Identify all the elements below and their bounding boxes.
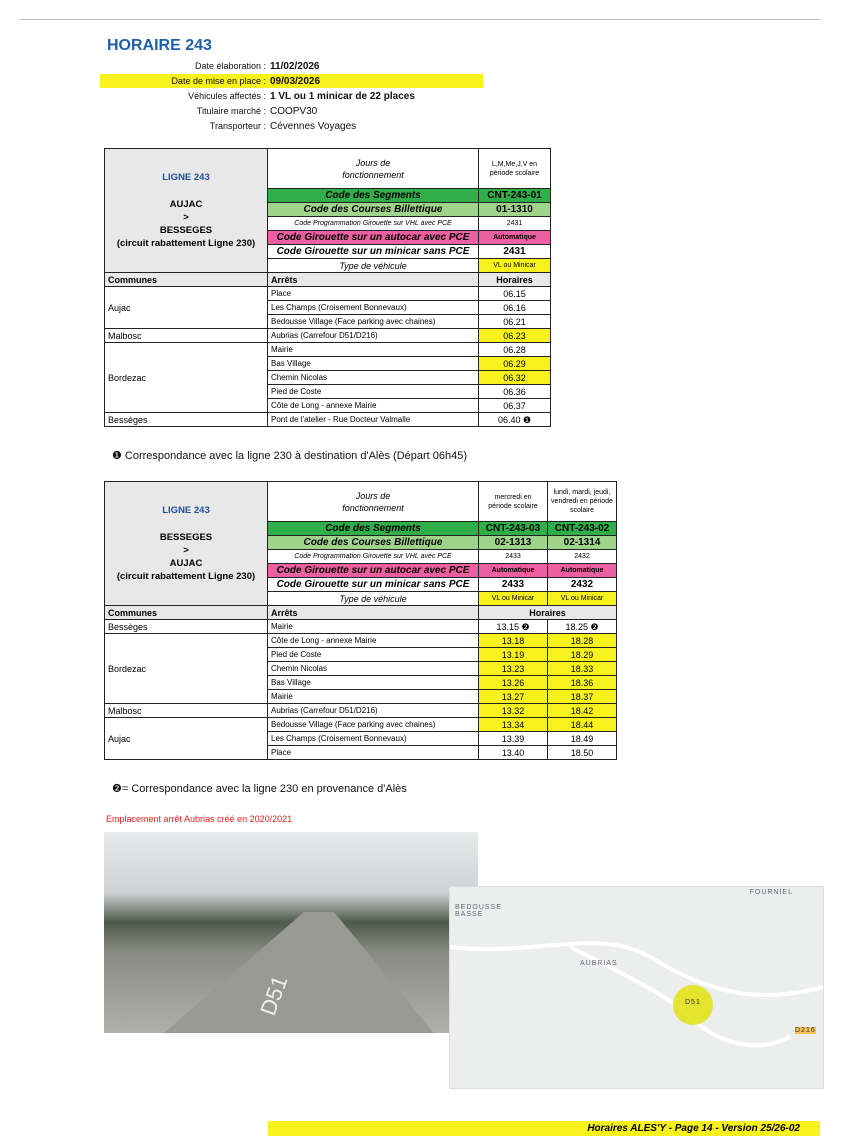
- table-cell: 02-1313: [479, 536, 548, 550]
- map-label: BEDOUSSE BASSE: [455, 904, 502, 918]
- meta-value: Cévennes Voyages: [270, 121, 357, 132]
- table-cell: 18.33: [548, 662, 617, 676]
- table-cell: Communes: [105, 273, 268, 287]
- footer-text: Horaires ALES'Y - Page 14 - Version 25/26-02: [587, 1123, 800, 1134]
- table-cell: Bas Village: [268, 676, 479, 690]
- table-cell: 06.15: [479, 287, 551, 301]
- table-row: [105, 634, 617, 648]
- meta-label: Titulaire marché :: [196, 106, 266, 116]
- table-cell: VL ou Minicar: [479, 592, 548, 606]
- table-cell: 18.36: [548, 676, 617, 690]
- table-cell: 13.32: [479, 704, 548, 718]
- table-cell: 13.18: [479, 634, 548, 648]
- stop-location-note: Emplacement arrêt Aubrias créé en 2020/2021: [106, 814, 293, 824]
- table-cell: Type de véhicule: [268, 259, 479, 273]
- table-cell: 01-1310: [479, 203, 551, 217]
- table-cell: Côte de Long - annexe Mairie: [268, 399, 479, 413]
- table-cell: Malbosc: [105, 704, 268, 718]
- table-cell: CNT-243-03: [479, 522, 548, 536]
- table-cell: Bedousse Village (Face parking avec chaines): [268, 718, 479, 732]
- table-cell: 13.15 ❷: [479, 620, 548, 634]
- table-cell: 2432: [548, 578, 617, 592]
- table-cell: 06.21: [479, 315, 551, 329]
- table-cell: Mairie: [268, 343, 479, 357]
- meta-row: [100, 74, 483, 88]
- route-circuit: (circuit rabattement Ligne 230): [116, 238, 256, 249]
- table-cell: CNT-243-02: [548, 522, 617, 536]
- table-cell: Horaires: [479, 273, 551, 287]
- table-cell: 2431: [479, 217, 551, 231]
- meta-row: [100, 104, 500, 118]
- table-cell: 06.40 ❶: [479, 413, 551, 427]
- table-cell: Aubrias (Carrefour D51/D216): [268, 329, 479, 343]
- meta-label: Date élaboration :: [194, 61, 266, 71]
- table-cell: 18.50: [548, 746, 617, 760]
- table-cell: 13.26: [479, 676, 548, 690]
- table-cell: Côte de Long - annexe Mairie: [268, 634, 479, 648]
- map-label: D51: [685, 999, 701, 1006]
- route-circuit: (circuit rabattement Ligne 230): [116, 571, 256, 582]
- table-cell: Pied de Coste: [268, 385, 479, 399]
- table-row: [105, 413, 551, 427]
- line-info: [105, 482, 268, 606]
- location-map: [449, 886, 824, 1089]
- line-name: LIGNE 243: [162, 505, 210, 516]
- table-cell: Code des Segments: [268, 522, 479, 536]
- table-cell: Bedousse Village (Face parking avec chaines): [268, 315, 479, 329]
- table-cell: 02-1314: [548, 536, 617, 550]
- table-cell: 13.19: [479, 648, 548, 662]
- table-cell: Chemin Nicolas: [268, 371, 479, 385]
- street-photo: [104, 832, 478, 1033]
- table-cell: Code Girouette sur un minicar sans PCE: [268, 578, 479, 592]
- table-cell: Code des Courses Billettique: [268, 203, 479, 217]
- route-destination: AUJAC: [169, 558, 203, 569]
- table-cell: Jours de fonctionnement: [268, 482, 479, 522]
- table-cell: Code Girouette sur un minicar sans PCE: [268, 245, 479, 259]
- table-cell: 13.40: [479, 746, 548, 760]
- table-cell: Horaires: [479, 606, 617, 620]
- table-row: [105, 718, 617, 732]
- table-cell: Place: [268, 287, 479, 301]
- table-cell: 13.27: [479, 690, 548, 704]
- table-cell: 18.44: [548, 718, 617, 732]
- table-cell: VL ou Minicar: [548, 592, 617, 606]
- table-cell: 2431: [479, 245, 551, 259]
- table-cell: 18.29: [548, 648, 617, 662]
- table-cell: VL ou Minicar: [479, 259, 551, 273]
- meta-value: 1 VL ou 1 minicar de 22 places: [270, 91, 415, 102]
- table-row: [105, 329, 551, 343]
- table-cell: Aujac: [105, 287, 268, 329]
- table-cell: Mairie: [268, 620, 479, 634]
- table-cell: Arrêts: [268, 273, 479, 287]
- meta-label: Date de mise en place :: [171, 76, 266, 86]
- table-cell: Bas Village: [268, 357, 479, 371]
- table-cell: Automatique: [479, 564, 548, 578]
- footnote-2: ❷= Correspondance avec la ligne 230 en provenance d'Alès: [112, 783, 407, 795]
- page-footer: [268, 1121, 820, 1136]
- table-cell: mercredi en période scolaire: [479, 482, 548, 522]
- route-arrow: >: [183, 545, 189, 556]
- table-cell: Code Girouette sur un autocar avec PCE: [268, 564, 479, 578]
- table-row: [105, 620, 617, 634]
- meta-value: COOPV30: [270, 106, 318, 117]
- line-info: [105, 149, 268, 273]
- table-cell: Chemin Nicolas: [268, 662, 479, 676]
- table-cell: Code Programmation Girouette sur VHL avec PCE: [268, 217, 479, 231]
- schedule-table-aujac-besseges: [104, 148, 551, 427]
- route-destination: BESSEGES: [159, 225, 213, 236]
- table-cell: 06.36: [479, 385, 551, 399]
- table-cell: 13.39: [479, 732, 548, 746]
- map-label: D216: [795, 1027, 816, 1034]
- table-cell: Bordezac: [105, 343, 268, 413]
- table-cell: 18.42: [548, 704, 617, 718]
- table-cell: 06.32: [479, 371, 551, 385]
- table-cell: Pont de l'atelier - Rue Docteur Valmalle: [268, 413, 479, 427]
- table-cell: 06.28: [479, 343, 551, 357]
- table-cell: 06.37: [479, 399, 551, 413]
- table-cell: 2433: [479, 550, 548, 564]
- table-row: [105, 287, 551, 301]
- table-cell: 18.25 ❷: [548, 620, 617, 634]
- table-cell: Code Programmation Girouette sur VHL avec PCE: [268, 550, 479, 564]
- table-cell: 06.16: [479, 301, 551, 315]
- footnote-1: ❶ Correspondance avec la ligne 230 à destination d'Alès (Départ 06h45): [112, 450, 468, 462]
- map-label: AUBRIAS: [580, 960, 618, 967]
- table-cell: Mairie: [268, 690, 479, 704]
- table-cell: Automatique: [479, 231, 551, 245]
- table-cell: Aujac: [105, 718, 268, 760]
- table-cell: Pied de Coste: [268, 648, 479, 662]
- table-cell: L,M,Me,J,V en période scolaire: [479, 149, 551, 189]
- line-name: LIGNE 243: [162, 172, 210, 183]
- table-cell: 13.34: [479, 718, 548, 732]
- table-cell: Automatique: [548, 564, 617, 578]
- divider: [20, 19, 820, 20]
- table-cell: Bessèges: [105, 413, 268, 427]
- table-cell: 13.23: [479, 662, 548, 676]
- table-cell: Malbosc: [105, 329, 268, 343]
- table-cell: Les Champs (Croisement Bonnevaux): [268, 732, 479, 746]
- table-cell: Place: [268, 746, 479, 760]
- route-origin: BESSEGES: [159, 532, 213, 543]
- table-cell: 06.29: [479, 357, 551, 371]
- meta-row: [100, 59, 500, 73]
- meta-value: 11/02/2026: [270, 61, 320, 72]
- route-origin: AUJAC: [169, 199, 203, 210]
- table-cell: Bessèges: [105, 620, 268, 634]
- table-cell: Arrêts: [268, 606, 479, 620]
- table-cell: 18.49: [548, 732, 617, 746]
- table-cell: Type de véhicule: [268, 592, 479, 606]
- table-cell: Bordezac: [105, 634, 268, 704]
- table-row: [105, 343, 551, 357]
- table-cell: 18.37: [548, 690, 617, 704]
- road-marking: D51: [255, 972, 293, 1019]
- meta-row: [100, 89, 500, 103]
- table-cell: Code Girouette sur un autocar avec PCE: [268, 231, 479, 245]
- table-cell: 18.28: [548, 634, 617, 648]
- table-cell: CNT-243-01: [479, 189, 551, 203]
- table-cell: Communes: [105, 606, 268, 620]
- meta-value: 09/03/2026: [270, 76, 321, 87]
- route-arrow: >: [183, 212, 189, 223]
- meta-label: Transporteur :: [209, 121, 266, 131]
- table-cell: lundi, mardi, jeudi, vendredi en période scolaire: [548, 482, 617, 522]
- map-label: FOURNIEL: [749, 889, 793, 896]
- table-cell: 2433: [479, 578, 548, 592]
- table-cell: Code des Segments: [268, 189, 479, 203]
- page-title: HORAIRE 243: [107, 37, 212, 54]
- table-cell: 06.23: [479, 329, 551, 343]
- table-cell: Code des Courses Billettique: [268, 536, 479, 550]
- table-cell: Aubrias (Carrefour D51/D216): [268, 704, 479, 718]
- table-cell: Jours de fonctionnement: [268, 149, 479, 189]
- table-cell: 2432: [548, 550, 617, 564]
- table-row: [105, 704, 617, 718]
- meta-label: Véhicules affectés :: [188, 91, 266, 101]
- schedule-table-besseges-aujac: [104, 481, 617, 760]
- table-cell: Les Champs (Croisement Bonnevaux): [268, 301, 479, 315]
- meta-row: [100, 119, 500, 133]
